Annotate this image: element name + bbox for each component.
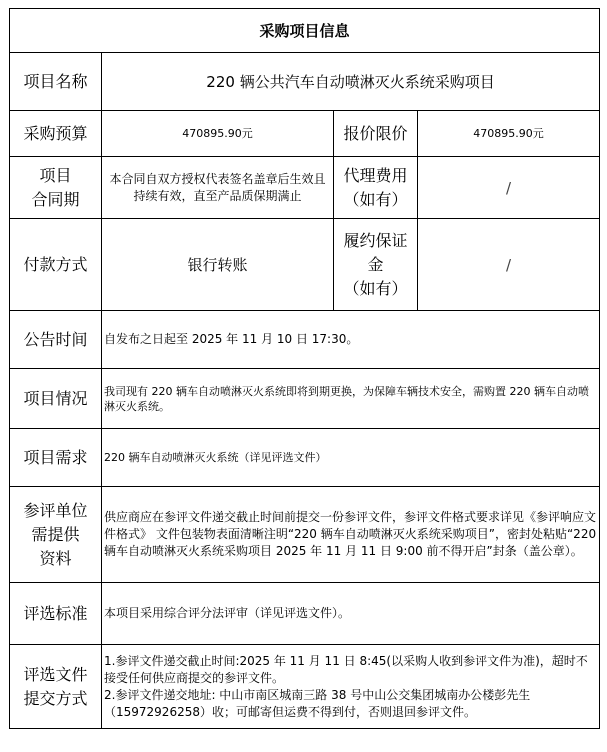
- row-criteria: [10, 583, 600, 645]
- submission-item-1: 1.参评文件递交截止时间:2025 年 11 月 11 日 8:45(以采购人收到参评文件为准)，超时不接受任何供应商提交的参评文件。: [104, 653, 588, 685]
- submission-label: [10, 645, 102, 729]
- contract-term-label-line-1: 项目: [39, 165, 72, 185]
- price-limit-label: 报价限价: [334, 111, 418, 157]
- deposit-label-line-2: 金: [367, 254, 384, 274]
- row-budget: [10, 111, 600, 157]
- row-submission: [10, 645, 600, 729]
- project-name-value: 220 辆公共汽车自动喷淋灭火系统采购项目: [102, 53, 600, 111]
- requirement-value: 220 辆车自动喷淋灭火系统（详见评选文件）: [102, 429, 600, 487]
- row-payment: [10, 219, 600, 311]
- requirement-label: 项目需求: [10, 429, 102, 487]
- materials-label: [10, 487, 102, 583]
- agency-fee-label: [334, 157, 418, 219]
- budget-value: 470895.90元: [102, 111, 334, 157]
- row-announce-time: [10, 311, 600, 369]
- row-situation: [10, 369, 600, 429]
- deposit-label-line-3: （如有）: [343, 278, 408, 298]
- row-requirement: [10, 429, 600, 487]
- row-contract-term: [10, 157, 600, 219]
- price-limit-value: 470895.90元: [418, 111, 600, 157]
- table-title: 采购项目信息: [10, 9, 600, 53]
- deposit-value: /: [418, 219, 600, 311]
- payment-value: 银行转账: [102, 219, 334, 311]
- announce-time-label: 公告时间: [10, 311, 102, 369]
- materials-label-line-3: 资料: [39, 548, 72, 568]
- procurement-info-table: [9, 8, 600, 729]
- contract-term-label-line-2: 合同期: [31, 189, 80, 209]
- agency-fee-label-line-1: 代理费用: [343, 165, 408, 185]
- submission-item-2: 2.参评文件递交地址: 中山市南区城南三路 38 号中山公交集团城南办公楼彭先生（15972926258）收；可邮寄但运费不得到付，否则退回参评文件。: [104, 687, 531, 719]
- payment-label: 付款方式: [10, 219, 102, 311]
- agency-fee-label-line-2: （如有）: [343, 189, 408, 209]
- situation-value: 我司现有 220 辆车自动喷淋灭火系统即将到期更换，为保障车辆技术安全，需购置 220 辆车自动喷淋灭火系统。: [102, 369, 600, 429]
- contract-term-label: [10, 157, 102, 219]
- budget-label: 采购预算: [10, 111, 102, 157]
- submission-value: [102, 645, 600, 729]
- deposit-label-line-1: 履约保证: [343, 230, 408, 250]
- materials-value: 供应商应在参评文件递交截止时间前提交一份参评文件，参评文件格式要求详见《参评响应文件格式》 文件包装物表面清晰注明“220 辆车自动喷淋灭火系统采购项目”，密封处粘贴“220 辆车自动喷淋灭火系统采购项目 2025 年 11 月 11 日 9:00 前不得开启”封条（盖公章）。: [102, 487, 600, 583]
- title-row: [10, 9, 600, 53]
- situation-label: 项目情况: [10, 369, 102, 429]
- contract-term-value: 本合同自双方授权代表签名盖章后生效且持续有效，直至产品质保期满止: [102, 157, 334, 219]
- submission-label-line-1: 评选文件: [23, 664, 88, 684]
- materials-label-line-1: 参评单位: [23, 500, 88, 520]
- criteria-label: 评选标准: [10, 583, 102, 645]
- agency-fee-value: /: [418, 157, 600, 219]
- announce-time-value: 自发布之日起至 2025 年 11 月 10 日 17:30。: [102, 311, 600, 369]
- criteria-value: 本项目采用综合评分法评审（详见评选文件）。: [102, 583, 600, 645]
- row-materials: [10, 487, 600, 583]
- row-project-name: [10, 53, 600, 111]
- deposit-label: [334, 219, 418, 311]
- submission-label-line-2: 提交方式: [23, 688, 88, 708]
- project-name-label: 项目名称: [10, 53, 102, 111]
- materials-label-line-2: 需提供: [31, 524, 80, 544]
